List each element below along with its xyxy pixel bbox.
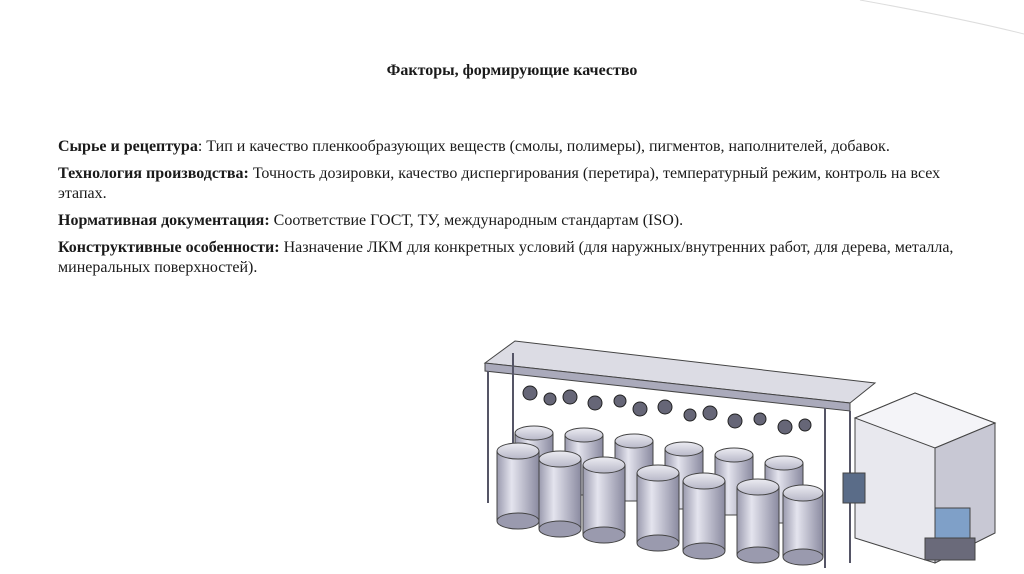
list-item-design-features (58, 238, 968, 278)
item-term: Технология производства: (58, 165, 249, 182)
item-text: Тип и качество пленкообразующих веществ (смолы, полимеры), пигментов, наполнителей, добавок. (202, 138, 890, 155)
item-term: Конструктивные особенности: (58, 239, 280, 256)
item-text: Точность дозировки, качество диспергирования (перетира), температурный режим, контроль на всех этапах. (58, 165, 941, 202)
item-term: Нормативная документация: (58, 212, 270, 229)
slide-title: Факторы, формирующие качество (386, 62, 638, 79)
production-line-illustration (455, 323, 1024, 574)
decorative-corner-line (0, 0, 1024, 40)
list-item-regulatory-docs (58, 211, 968, 231)
item-term: Сырье и рецептура (58, 138, 198, 155)
item-text: Соответствие ГОСТ, ТУ, международным стандартам (ISO). (269, 212, 684, 229)
item-text: Назначение ЛКМ для конкретных условий (для наружных/внутренних работ, для дерева, металла, минеральных поверхностей). (58, 239, 954, 276)
content-list (58, 137, 968, 285)
list-item-raw-materials (58, 137, 968, 157)
item-separator: : (197, 138, 203, 155)
control-enclosure (843, 393, 995, 563)
list-item-production-technology (58, 164, 968, 204)
